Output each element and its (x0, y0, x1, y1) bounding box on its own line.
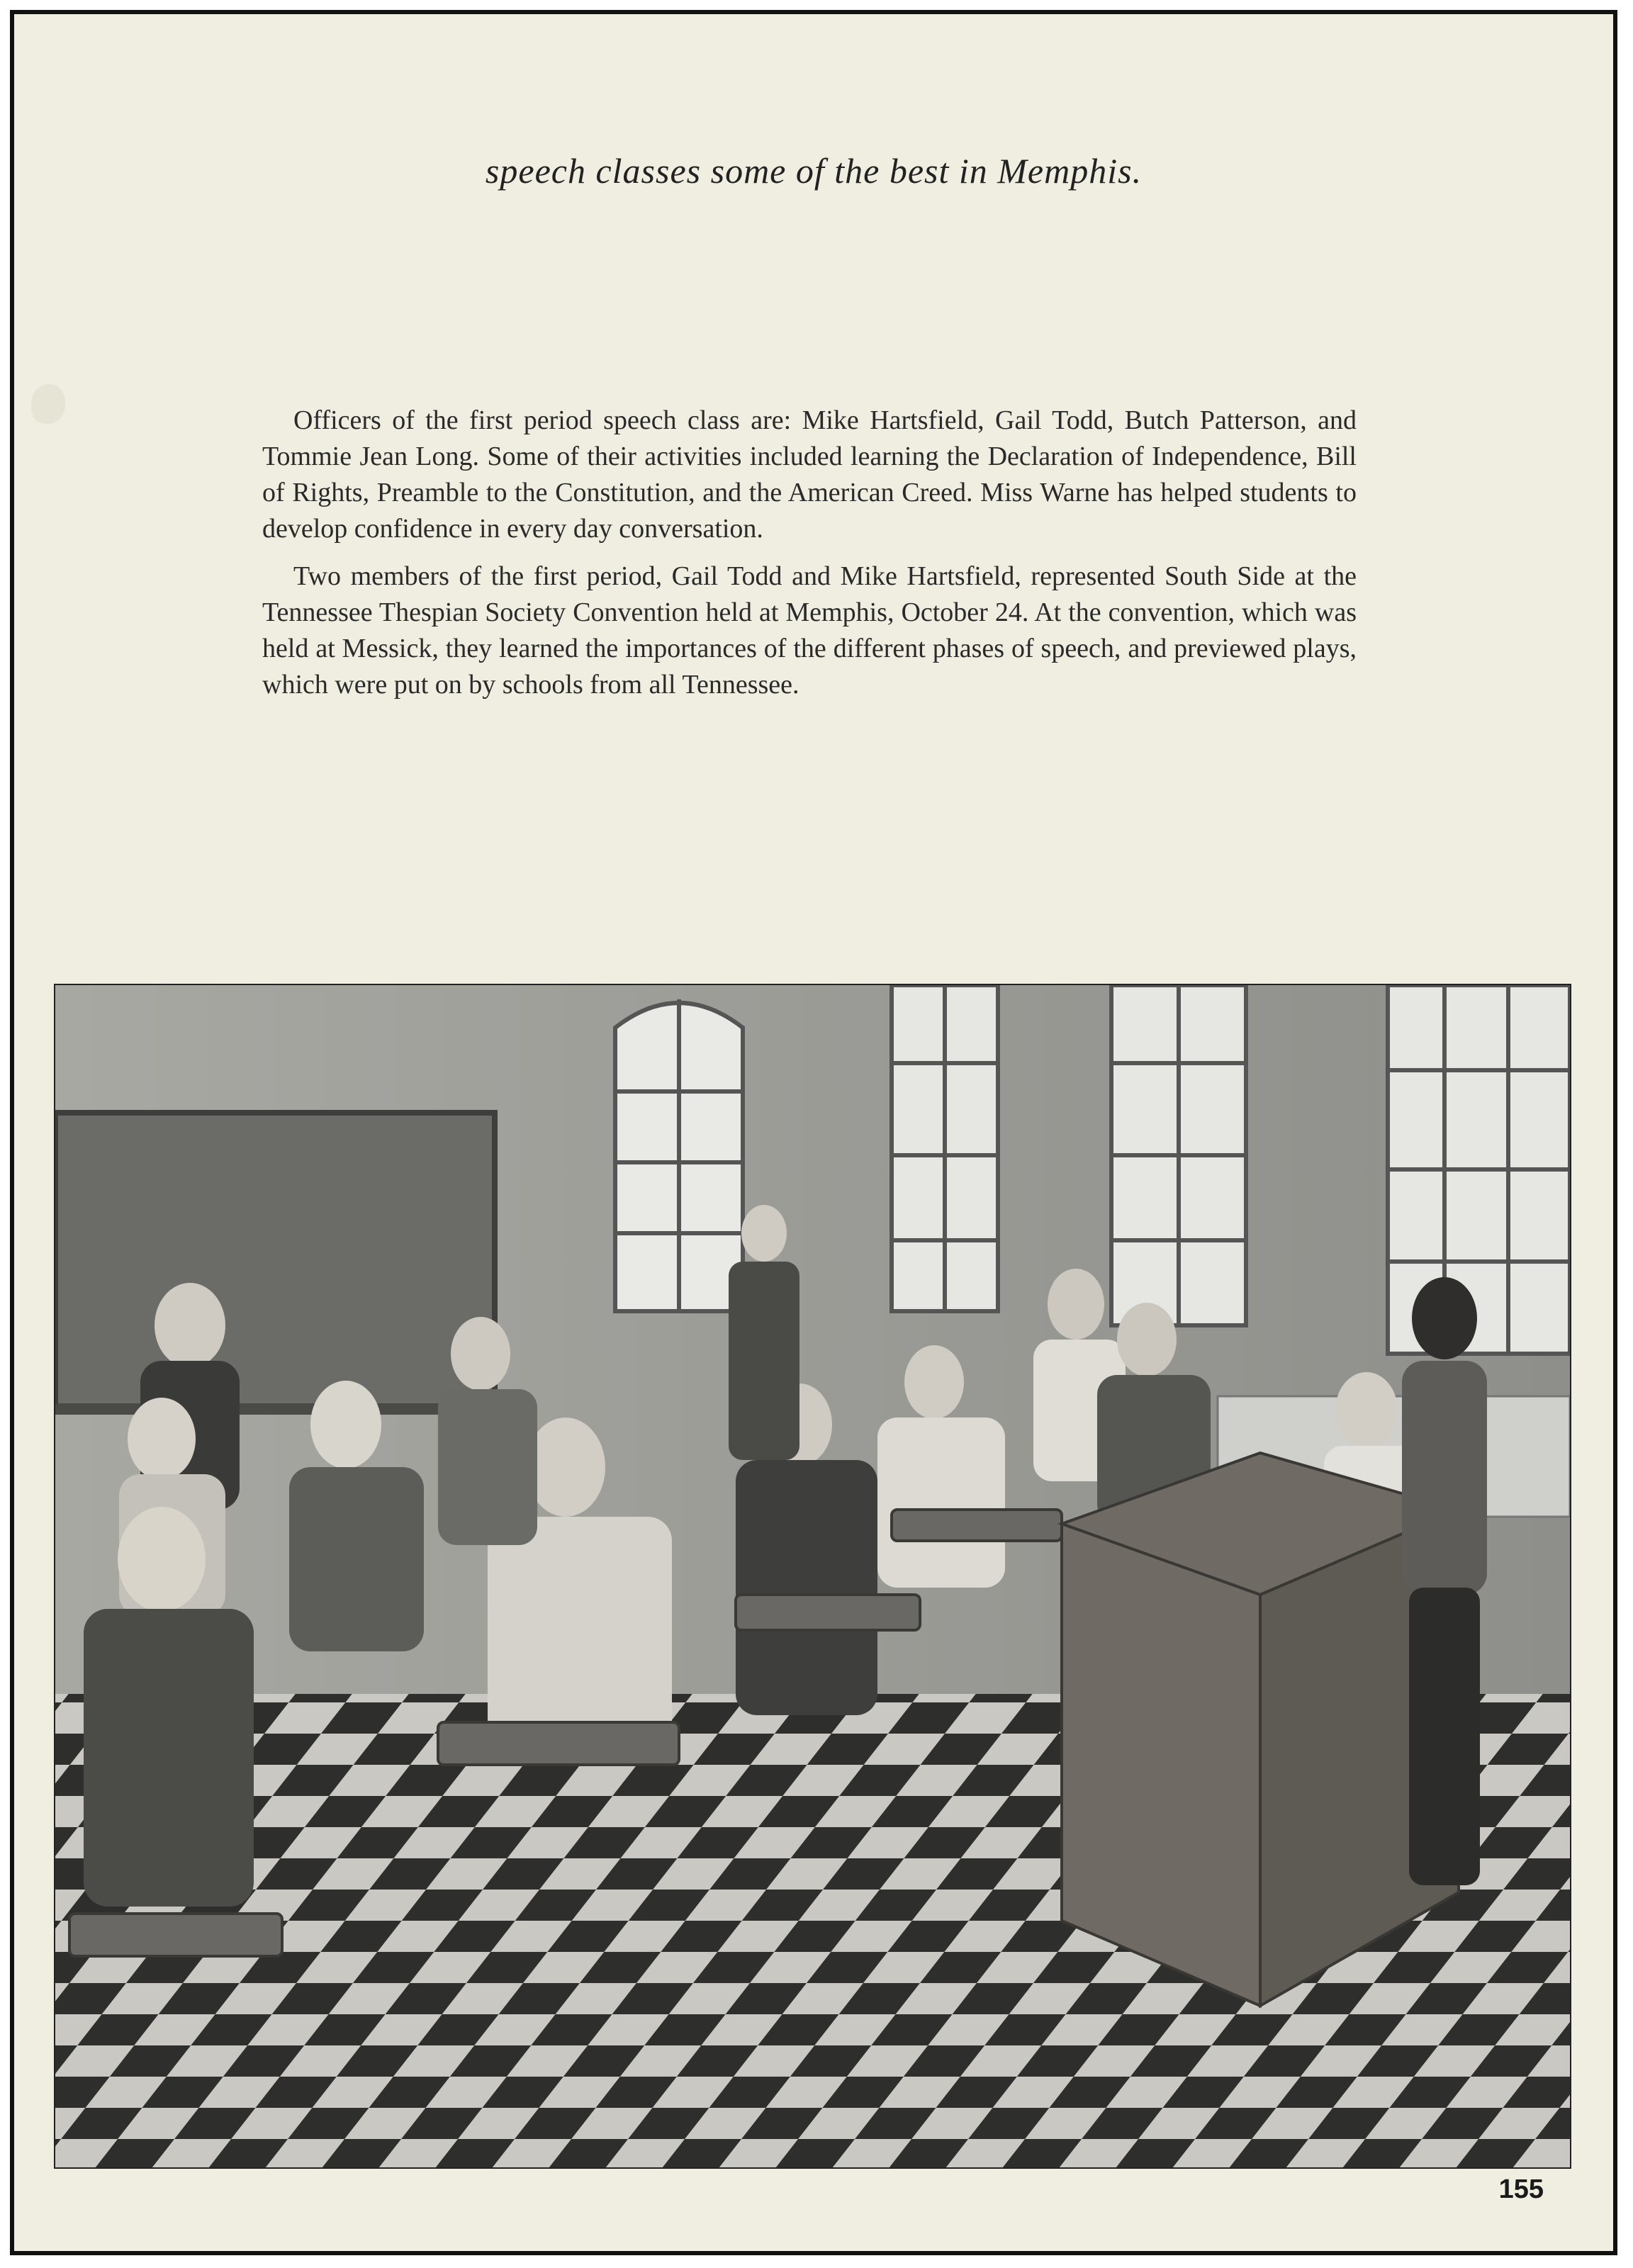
yearbook-page (10, 10, 1617, 2255)
paragraph: Officers of the first period speech class are: Mike Hartsfield, Gail Todd, Butch Patterson, and Tommie Jean Long. Some of their activities included learning the Declaration of Independence, Bill of Rights, Preamble to the Constitution, and the American Creed. Miss Warne has helped students to develop confidence in every day conversation. (262, 405, 1357, 544)
paragraph: Two members of the first period, Gail Todd and Mike Hartsfield, represented South Side at the Tennessee Thespian Society Convention held at Memphis, October 24. At the convention, which was held at Messick, they learned the importances of the different phases of speech, and previewed plays, which were put on by schools from all Tennessee. (262, 561, 1357, 700)
classroom-photo (54, 984, 1571, 2169)
page-blemish (31, 384, 65, 424)
teacher (1402, 1277, 1487, 1885)
teacher-desk (1062, 1453, 1459, 2006)
window (615, 999, 743, 1311)
page-heading: speech classes some of the best in Memphis. (485, 151, 1143, 191)
page-number: 155 (1498, 2174, 1544, 2204)
chalkboard (55, 1113, 495, 1410)
window (1111, 985, 1246, 1325)
window (1388, 985, 1570, 1354)
window (892, 985, 998, 1311)
article-body (262, 403, 1357, 714)
